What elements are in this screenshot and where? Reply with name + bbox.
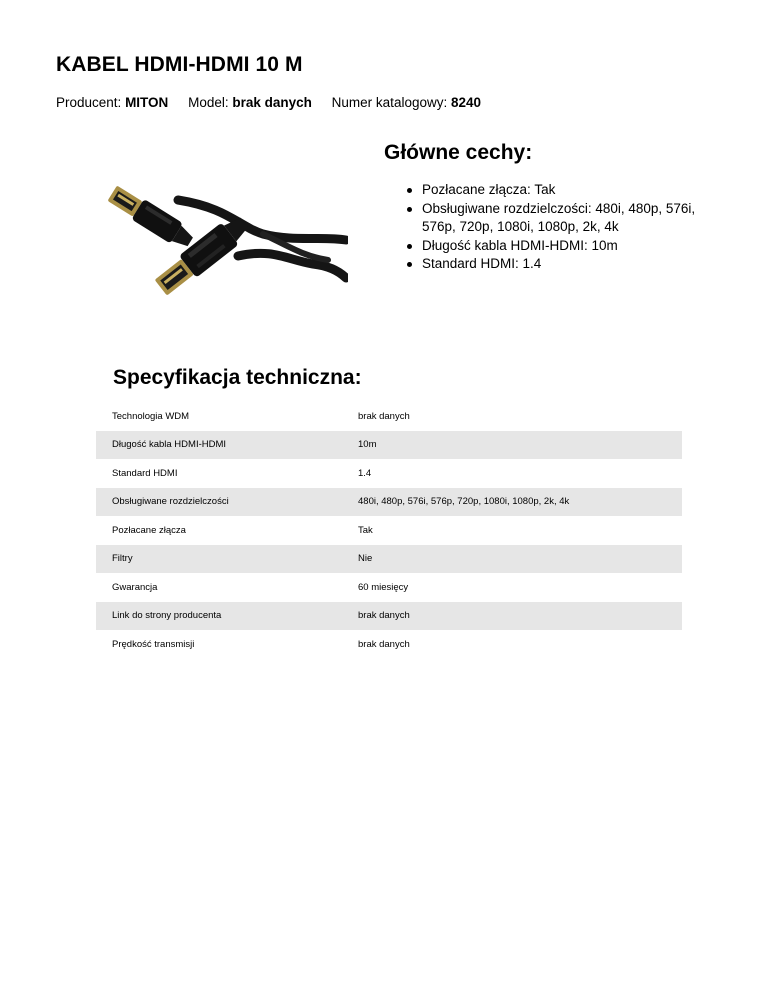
model-label: Model: xyxy=(188,95,229,110)
feature-item: Standard HDMI: 1.4 xyxy=(407,255,727,274)
table-row xyxy=(96,602,682,631)
hdmi-cable-image xyxy=(88,168,348,328)
spec-label: Długość kabla HDMI-HDMI xyxy=(96,431,342,460)
model-value: brak danych xyxy=(232,95,312,110)
spec-table xyxy=(96,402,682,659)
spec-value: Tak xyxy=(358,524,373,536)
features-list xyxy=(407,181,727,274)
spec-label: Obsługiwane rozdzielczości xyxy=(96,488,342,517)
spec-label: Pozłacane złącza xyxy=(112,524,186,536)
spec-label: Link do strony producenta xyxy=(96,602,342,631)
product-title: KABEL HDMI-HDMI 10 M xyxy=(56,53,303,76)
feature-item: Obsługiwane rozdzielczości: 480i, 480p, 576i, 576p, 720p, 1080i, 1080p, 2k, 4k xyxy=(407,200,727,237)
catalog-number-label: Numer katalogowy: xyxy=(331,95,448,110)
spec-label: Gwarancja xyxy=(112,581,158,593)
spec-value: brak danych xyxy=(358,638,410,650)
table-row xyxy=(96,459,682,488)
catalog-number-info xyxy=(332,95,481,110)
spec-label: Prędkość transmisji xyxy=(112,638,195,650)
spec-value: 1.4 xyxy=(358,467,372,479)
spec-value: Nie xyxy=(342,545,682,574)
table-row xyxy=(96,516,682,545)
feature-item: Długość kabla HDMI-HDMI: 10m xyxy=(407,237,727,256)
spec-value: 480i, 480p, 576i, 576p, 720p, 1080i, 1080p, 2k, 4k xyxy=(342,488,682,517)
spec-label: Standard HDMI xyxy=(112,467,178,479)
spec-value: 10m xyxy=(342,431,682,460)
spec-value: brak danych xyxy=(342,602,682,631)
product-meta xyxy=(56,95,481,110)
producer-value: MITON xyxy=(125,95,169,110)
feature-item: Pozłacane złącza: Tak xyxy=(407,181,727,200)
spec-value: brak danych xyxy=(358,410,410,422)
spec-value: 60 miesięcy xyxy=(358,581,409,593)
table-row xyxy=(96,431,682,460)
model-info xyxy=(188,95,312,110)
table-row xyxy=(96,630,682,659)
spec-label: Filtry xyxy=(96,545,342,574)
table-row xyxy=(96,545,682,574)
features-title: Główne cechy: xyxy=(384,141,533,164)
producer-label: Producent: xyxy=(56,95,122,110)
spec-title: Specyfikacja techniczna: xyxy=(113,366,362,389)
producer-info xyxy=(56,95,168,110)
spec-label: Technologia WDM xyxy=(112,410,190,422)
table-row xyxy=(96,573,682,602)
table-row xyxy=(96,488,682,517)
catalog-number-value: 8240 xyxy=(451,95,482,110)
table-row xyxy=(96,402,682,431)
